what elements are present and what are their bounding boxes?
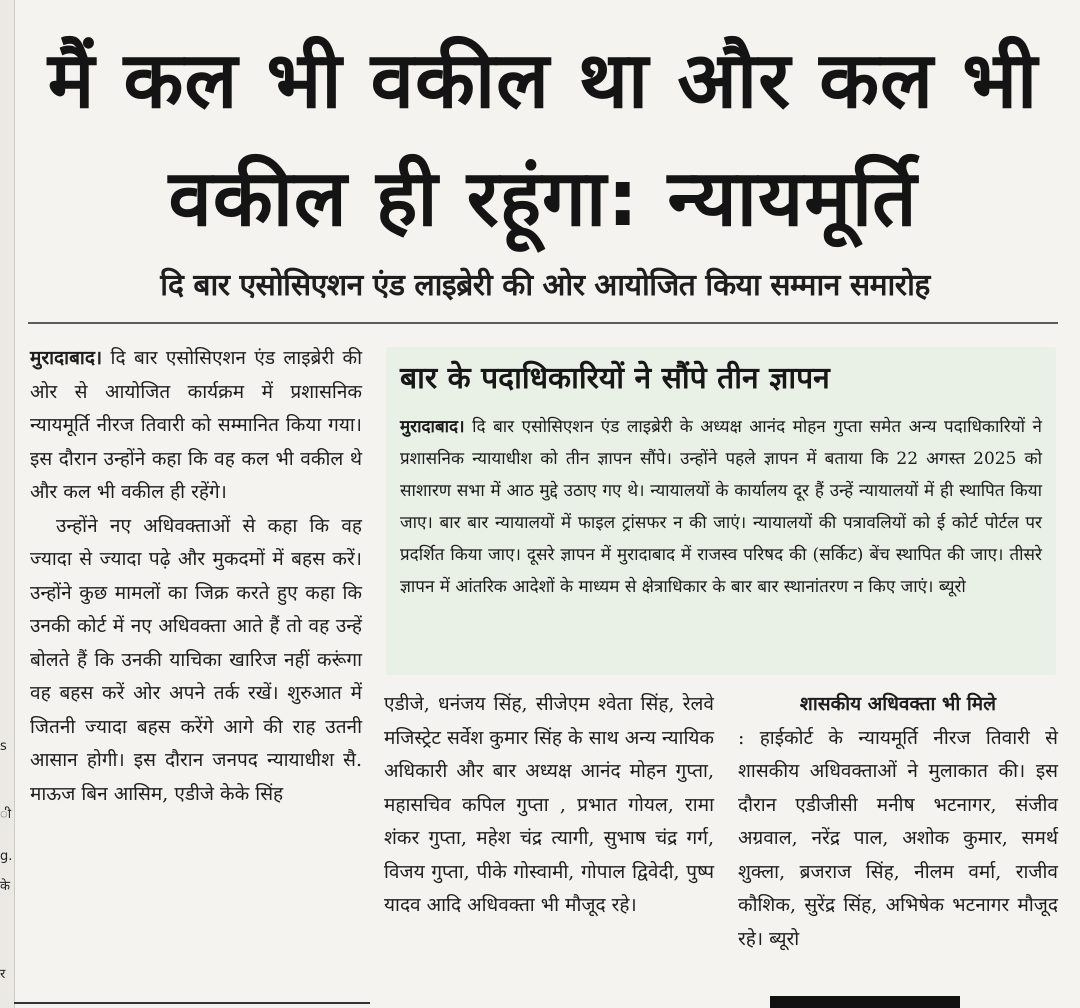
subheadline: दि बार एसोसिएशन एंड लाइब्रेरी की ओर आयोजित किया सम्मान समारोह — [160, 268, 930, 303]
box-title: बार के पदाधिकारियों ने सौंपे तीन ज्ञापन — [400, 361, 830, 396]
main-story-column-2 — [384, 688, 714, 923]
side-story-body: : हाईकोर्ट के न्यायमूर्ति नीरज तिवारी से शासकीय अधिवक्ताओं ने मुलाकात की। इस दौरान एडीजीसी मनीष भटनागर, संजीव अग्रवाल, नरेंद्र पाल, अशोक कुमार, समर्थ शुक्ला, ब्रजराज सिंह, नीलम वर्मा, राजीव कौशिक, सुरेंद्र सिंह, अभिषेक भटनागर मौजूद रहे। ब्यूरो — [738, 726, 1058, 950]
main-story-para-3: एडीजे, धनंजय सिंह, सीजेएम श्वेता सिंह, रेलवे मजिस्ट्रेट सर्वेश कुमार सिंह के साथ अन्य न्यायिक अधिकारी और बार अध्यक्ष आनंद मोहन गुप्ता, महासचिव कपिल गुप्ता , प्रभात गोयल, रामा शंकर गुप्ता, महेश चंद्र त्यागी, सुभाष चंद्र गर्ग, विजय गुप्ता, पीके गोस्वामी, गोपाल द्विवेदी, पुष्प यादव आदि अधिवक्ता भी मौजूद रहे। — [384, 693, 714, 916]
strip-mark: s — [0, 739, 7, 754]
strip-mark: के — [0, 879, 10, 894]
headline: मैं कल भी वकील था और कल भी वकील ही रहूंगा: न्यायमूर्ति — [47, 36, 1039, 244]
side-story-column — [738, 688, 1058, 956]
strip-mark: ी — [0, 807, 12, 822]
main-story-column-1 — [30, 342, 362, 811]
headline-rule — [28, 322, 1058, 324]
strip-mark: g. — [0, 849, 13, 864]
sidebar-box — [386, 347, 1056, 675]
box-dateline: मुरादाबाद। — [400, 417, 465, 437]
bottom-bar — [770, 996, 960, 1008]
strip-mark: र — [0, 967, 6, 982]
main-story-para-2: उन्होंने नए अधिवक्ताओं से कहा कि वह ज्यादा से ज्यादा पढ़े और मुकदमों में बहस करें। उन्होंने कुछ मामलों का जिक्र करते हुए कहा कि उनकी कोर्ट में नए अधिवक्ता आते हैं तो वह उन्हें बोलते हैं कि उनकी याचिका खारिज नहीं करूंगा वह बहस करें ओर अपने तर्क रखें। शुरुआत में जितनी ज्यादा बहस करेंगे आगे की राह उतनी आसान होगी। इस दौरान जनपद न्यायाधीश सै. माऊज बिन आसिम, एडीजे केके सिंह — [30, 514, 362, 805]
main-story-para-1: दि बार एसोसिएशन एंड लाइब्रेरी की ओर से आयोजित कार्यक्रम में प्रशासनिक न्यायमूर्ति नीरज तिवारी को सम्मानित किया गया। इस दौरान उन्होंने कहा कि वह कल भी वकील थे और कल भी वकील ही रहेंगे। — [30, 347, 362, 503]
bottom-rule — [14, 1002, 370, 1004]
side-story-title: शासकीय अधिवक्ता भी मिले — [799, 693, 997, 715]
box-body: दि बार एसोसिएशन एंड लाइब्रेरी के अध्यक्ष आनंद मोहन गुप्ता समेत अन्य पदाधिकारियों ने प्रशासनिक न्यायाधीश को तीन ज्ञापन सौंपे। उन्होंने पहले ज्ञापन में बताया कि 22 अगस्त 2025 को साशारण सभा में आठ मुद्दे उठाए गए थे। न्यायालयों के कार्यालय दूर हैं उन्हें न्यायालयों में ही स्थापित किया जाए। बार बार न्यायालयों में फाइल ट्रांसफर न की जाएं। न्यायालयों की पत्रावलियों को ई कोर्ट पोर्टल पर प्रदर्शित किया जाए। दूसरे ज्ञापन में मुरादाबाद में राजस्व परिषद की (सर्किट) बेंच स्थापित की जाए। तीसरे ज्ञापन में आंतरिक आदेशों के माध्यम से क्षेत्राधिकार के बार बार स्थानांतरण न किए जाएं। ब्यूरो — [400, 417, 1042, 597]
adjacent-column-edge — [0, 0, 15, 1008]
dateline: मुरादाबाद। — [30, 347, 103, 369]
